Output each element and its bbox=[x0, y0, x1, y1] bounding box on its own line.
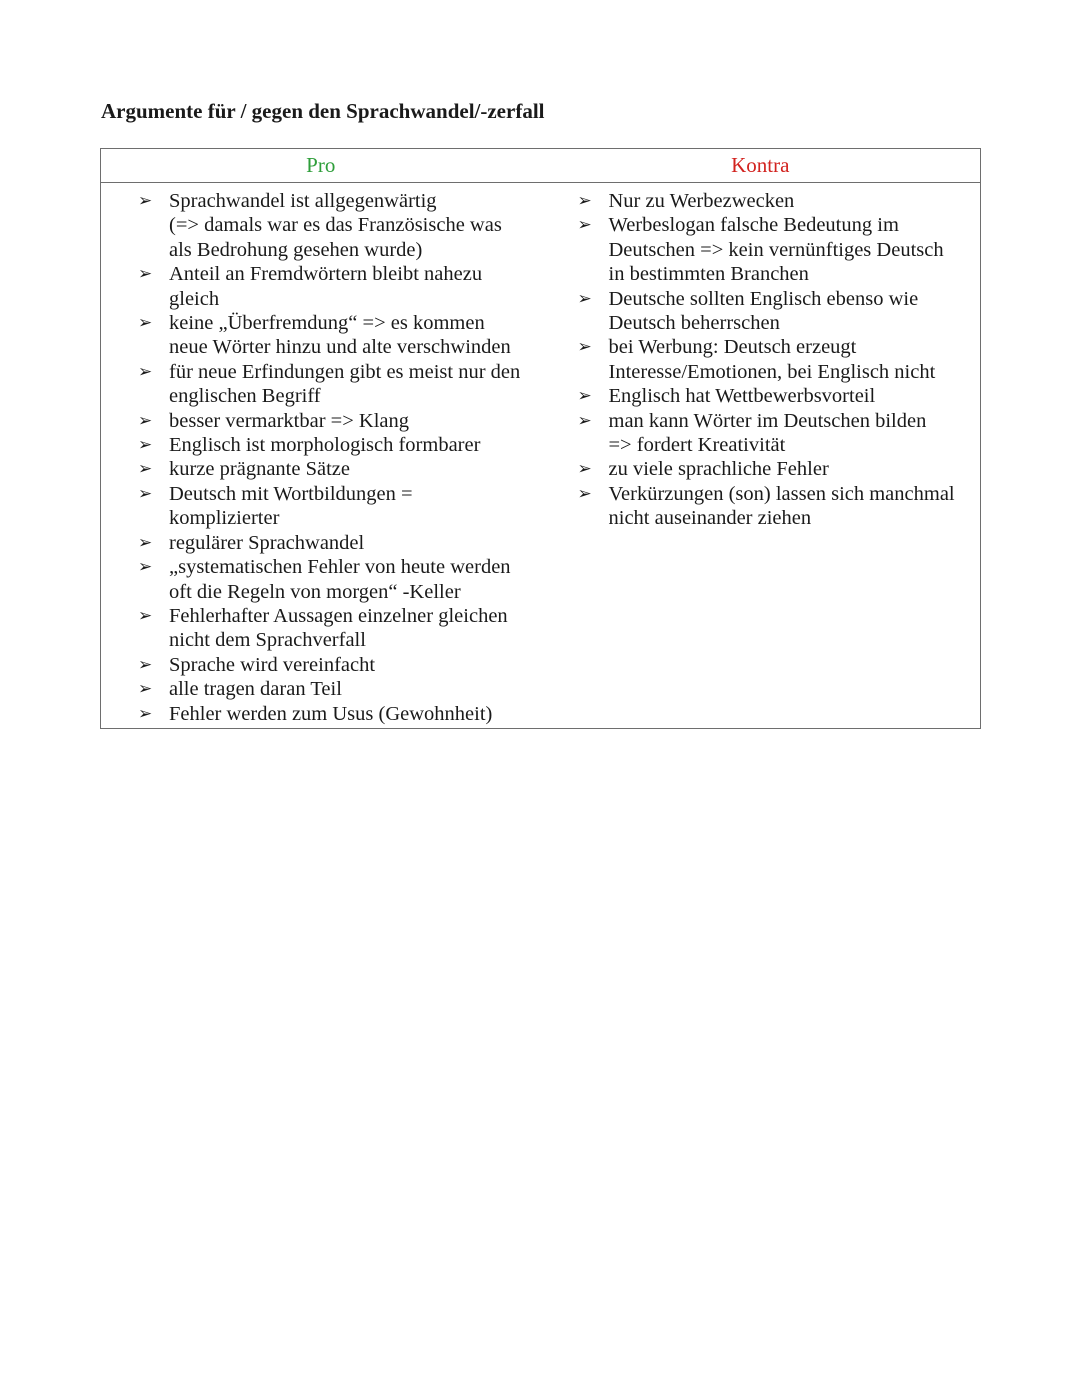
argument-text-line: nicht auseinander ziehen bbox=[608, 507, 812, 530]
arrowhead-bullet-icon: ➢ bbox=[577, 483, 592, 504]
pro-argument-item bbox=[101, 653, 541, 677]
argument-text-line: für neue Erfindungen gibt es meist nur den bbox=[169, 360, 521, 383]
arrowhead-bullet-icon: ➢ bbox=[577, 410, 592, 431]
pro-argument-item bbox=[101, 457, 541, 481]
argument-text-line: Englisch ist morphologisch formbarer bbox=[169, 434, 481, 457]
argument-text-line: Deutsch mit Wortbildungen = bbox=[169, 482, 413, 505]
arrowhead-bullet-icon: ➢ bbox=[577, 459, 592, 480]
argument-text-line: Sprachwandel ist allgegenwärtig bbox=[169, 190, 437, 212]
kontra-argument-item bbox=[541, 213, 981, 286]
kontra-argument-item bbox=[541, 335, 981, 384]
arrowhead-bullet-icon: ➢ bbox=[577, 337, 592, 358]
pro-argument-item bbox=[101, 360, 541, 409]
argument-text-line: gleich bbox=[169, 287, 220, 310]
pro-argument-item bbox=[101, 702, 541, 726]
arrowhead-bullet-icon: ➢ bbox=[138, 679, 153, 700]
arrowhead-bullet-icon: ➢ bbox=[138, 191, 153, 211]
argument-text-line: nicht dem Sprachverfall bbox=[169, 629, 366, 652]
pro-argument-item bbox=[101, 677, 541, 701]
argument-text-line: Nur zu Werbezwecken bbox=[608, 190, 795, 212]
arrowhead-bullet-icon: ➢ bbox=[577, 386, 592, 407]
arguments-table bbox=[100, 148, 981, 729]
pro-argument-item bbox=[101, 311, 541, 360]
kontra-argument-item bbox=[541, 384, 981, 408]
arrowhead-bullet-icon: ➢ bbox=[138, 361, 153, 382]
kontra-argument-item bbox=[541, 457, 981, 481]
arrowhead-bullet-icon: ➢ bbox=[577, 191, 592, 211]
arrowhead-bullet-icon: ➢ bbox=[138, 703, 153, 724]
pro-column-header: Pro bbox=[101, 149, 541, 183]
argument-text-line: Anteil an Fremdwörtern bleibt nahezu bbox=[169, 263, 483, 286]
arrowhead-bullet-icon: ➢ bbox=[138, 532, 153, 553]
arrowhead-bullet-icon: ➢ bbox=[138, 557, 153, 578]
argument-text-line: oft die Regeln von morgen“ -Keller bbox=[169, 580, 461, 603]
argument-text-line: Englisch hat Wettbewerbsvorteil bbox=[608, 385, 876, 408]
argument-text-line: (=> damals war es das Französische was bbox=[169, 214, 502, 237]
argument-text-line: alle tragen daran Teil bbox=[169, 678, 342, 701]
argument-text-line: zu viele sprachliche Fehler bbox=[608, 458, 829, 481]
argument-text-line: Fehler werden zum Usus (Gewohnheit) bbox=[169, 702, 493, 725]
page-title: Argumente für / gegen den Sprachwandel/-zerfall bbox=[101, 99, 545, 123]
kontra-argument-list bbox=[541, 189, 981, 533]
kontra-argument-item bbox=[541, 287, 981, 336]
argument-text-line: keine „Überfremdung“ => es kommen bbox=[169, 312, 485, 335]
arrowhead-bullet-icon: ➢ bbox=[577, 215, 592, 236]
pro-argument-item bbox=[101, 262, 541, 311]
argument-text-line: als Bedrohung gesehen wurde) bbox=[169, 238, 423, 261]
argument-text-line: Verkürzungen (son) lassen sich manchmal bbox=[608, 482, 955, 505]
argument-text-line: Sprache wird vereinfacht bbox=[169, 653, 376, 676]
argument-text-line: komplizierter bbox=[169, 507, 280, 530]
argument-text-line: Deutschen => kein vernünftiges Deutsch bbox=[608, 238, 944, 261]
kontra-column bbox=[541, 183, 981, 729]
argument-text-line: neue Wörter hinzu und alte verschwinden bbox=[169, 336, 511, 359]
kontra-argument-item bbox=[541, 482, 981, 531]
pro-argument-item bbox=[101, 531, 541, 555]
arrowhead-bullet-icon: ➢ bbox=[138, 435, 153, 456]
pro-argument-item bbox=[101, 604, 541, 653]
argument-text-line: Deutsch beherrschen bbox=[608, 312, 780, 335]
argument-text-line: Interesse/Emotionen, bei Englisch nicht bbox=[608, 360, 936, 383]
arrowhead-bullet-icon: ➢ bbox=[138, 459, 153, 480]
kontra-argument-item bbox=[541, 409, 981, 458]
arrowhead-bullet-icon: ➢ bbox=[138, 483, 153, 504]
argument-text-line: man kann Wörter im Deutschen bilden bbox=[608, 409, 927, 432]
argument-text-line: Fehlerhafter Aussagen einzelner gleichen bbox=[169, 604, 508, 627]
pro-argument-item bbox=[101, 482, 541, 531]
kontra-argument-item bbox=[541, 189, 981, 213]
argument-text-line: => fordert Kreativität bbox=[608, 434, 786, 457]
pro-argument-item bbox=[101, 555, 541, 604]
table-header-row bbox=[101, 149, 981, 183]
arrowhead-bullet-icon: ➢ bbox=[138, 264, 153, 285]
argument-text-line: regulärer Sprachwandel bbox=[169, 531, 365, 554]
kontra-column-header: Kontra bbox=[541, 149, 981, 183]
pro-column bbox=[101, 183, 541, 729]
arrowhead-bullet-icon: ➢ bbox=[138, 605, 153, 626]
table-body-row bbox=[101, 183, 981, 729]
arrowhead-bullet-icon: ➢ bbox=[138, 654, 153, 675]
pro-argument-item bbox=[101, 189, 541, 262]
argument-text-line: Werbeslogan falsche Bedeutung im bbox=[608, 214, 899, 237]
argument-text-line: Deutsche sollten Englisch ebenso wie bbox=[608, 287, 919, 310]
argument-text-line: englischen Begriff bbox=[169, 385, 321, 408]
arrowhead-bullet-icon: ➢ bbox=[577, 288, 592, 309]
arrowhead-bullet-icon: ➢ bbox=[138, 410, 153, 431]
argument-text-line: besser vermarktbar => Klang bbox=[169, 409, 409, 432]
pro-argument-list bbox=[101, 189, 541, 728]
argument-text-line: in bestimmten Branchen bbox=[608, 263, 809, 286]
pro-argument-item bbox=[101, 433, 541, 457]
argument-text-line: bei Werbung: Deutsch erzeugt bbox=[608, 336, 857, 359]
argument-text-line: „systematischen Fehler von heute werden bbox=[169, 556, 511, 579]
pro-argument-item bbox=[101, 409, 541, 433]
arrowhead-bullet-icon: ➢ bbox=[138, 313, 153, 334]
argument-text-line: kurze prägnante Sätze bbox=[169, 458, 350, 481]
